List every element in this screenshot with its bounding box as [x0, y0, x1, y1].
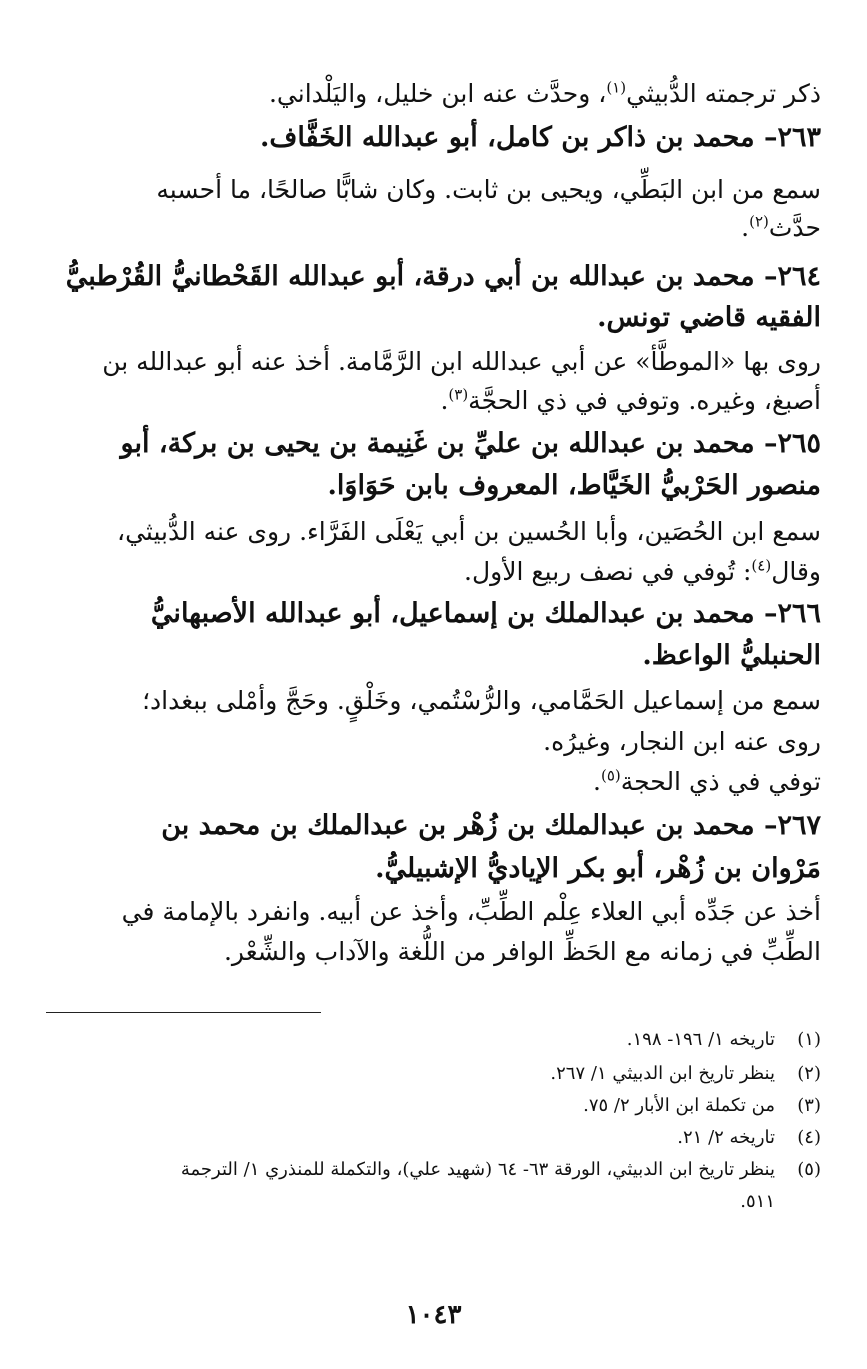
text: .: [593, 767, 601, 796]
footnote-text: ينظر تاريخ ابن الدبيثي، الورقة ٦٣- ٦٤ (شهيد علي)، والتكملة للمنذري ١/ الترجمة: [180, 1159, 775, 1180]
entry-heading-267-cont: مَرْوان بن زُهْر، أبو بكر الإياديُّ الإشبيليُّ.: [375, 853, 821, 884]
text-line: [464, 552, 821, 592]
footnote-number: (٤): [797, 1127, 821, 1148]
text-line: [440, 381, 821, 421]
footnote-text: تاريخه ٢/ ٢١.: [677, 1127, 775, 1148]
footnote: [583, 1092, 821, 1120]
footnote: [740, 1188, 821, 1216]
text: أصبغ، وغيره. وتوفي في ذي الحجَّة: [468, 386, 821, 415]
footnote-ref: (٣): [448, 385, 469, 404]
text: ذكر ترجمته الدُّبيثي: [626, 79, 821, 108]
footnote-number: (٢): [797, 1063, 821, 1084]
page-number: ١٠٤٣: [405, 1300, 462, 1330]
text-line: سمع من ابن البَطِّي، ويحيى بن ثابت. وكان شابًّا صالحًا، ما أحسبه: [156, 175, 821, 204]
footnote: [627, 1026, 821, 1054]
text-line: روى بها «الموطَّأ» عن أبي عبدالله ابن الرَّمَّامة. أخذ عنه أبو عبدالله بن: [102, 347, 821, 376]
footnote-number: (٥): [797, 1159, 821, 1180]
entry-heading-265: ٢٦٥– محمد بن عبدالله بن عليِّ بن غَنِيمة بن يحيى بن بركة، أبو: [120, 428, 821, 459]
text-line: الطِّبِّ في زمانه مع الحَظِّ الوافر من اللُّغة والآداب والشِّعْر.: [223, 937, 821, 966]
footnote: [550, 1060, 821, 1088]
text: .: [741, 213, 750, 242]
entry-heading-266-cont: الحنبليُّ الواعظ.: [642, 640, 821, 671]
footnote-ref: (١): [606, 78, 627, 97]
footnote-text: تاريخه ١/ ١٩٦- ١٩٨.: [626, 1029, 775, 1050]
footnote-number: (٣): [797, 1095, 821, 1116]
footnote-ref: (٢): [749, 212, 769, 231]
text-line: [741, 208, 821, 248]
entry-heading-267: ٢٦٧– محمد بن عبدالملك بن زُهْر بن عبدالملك بن محمد بن: [161, 810, 821, 841]
footnote-ref: (٤): [751, 556, 772, 575]
footnote: [677, 1124, 821, 1152]
entry-heading-265-cont: منصور الحَرْبيُّ الخَيَّاط، المعروف بابن حَوَاوَا.: [327, 470, 821, 501]
footnote-number: (١): [797, 1029, 821, 1050]
footnote: [181, 1156, 821, 1184]
text: وقال: [771, 557, 821, 586]
text-line: [269, 74, 821, 114]
text-line: [593, 762, 821, 802]
text: حدَّث: [768, 213, 821, 242]
text-line: روى عنه ابن النجار، وغيرُه.: [543, 727, 821, 756]
text-line: أخذ عن جَدِّه أبي العلاء عِلْم الطِّبِّ، وأخذ عن أبيه. وانفرد بالإمامة في: [121, 897, 821, 926]
text-line: سمع ابن الحُصَين، وأبا الحُسين بن أبي يَعْلَى الفَرَّاء. روى عنه الدُّبيثي،: [117, 517, 821, 546]
text-line: سمع من إسماعيل الحَمَّامي، والرُّسْتُمي، وخَلْقٍ. وحَجَّ وأمْلى ببغداد؛: [142, 686, 821, 715]
entry-heading-266: ٢٦٦– محمد بن عبدالملك بن إسماعيل، أبو عبدالله الأصبهانيُّ: [150, 598, 821, 629]
text: .: [440, 386, 449, 415]
footnote-text: من تكملة ابن الأبار ٢/ ٧٥.: [583, 1095, 775, 1116]
text: ، وحدَّث عنه ابن خليل، واليَلْداني.: [268, 79, 607, 108]
footnote-ref: (٥): [600, 766, 621, 785]
text: توفي في ذي الحجة: [620, 767, 821, 796]
entry-heading-263: ٢٦٣– محمد بن ذاكر بن كامل، أبو عبدالله الخَفَّاف.: [260, 122, 821, 153]
footnote-separator: [46, 1012, 321, 1013]
entry-heading-264-cont: الفقيه قاضي تونس.: [597, 302, 821, 333]
text: : تُوفي في نصف ربيع الأول.: [464, 557, 752, 586]
footnote-text: ٥١١.: [740, 1191, 775, 1212]
entry-heading-264: ٢٦٤– محمد بن عبدالله بن أبي درقة، أبو عبدالله القَحْطانيُّ القُرْطبيُّ: [65, 261, 821, 292]
footnote-text: ينظر تاريخ ابن الدبيثي ١/ ٢٦٧.: [550, 1063, 775, 1084]
